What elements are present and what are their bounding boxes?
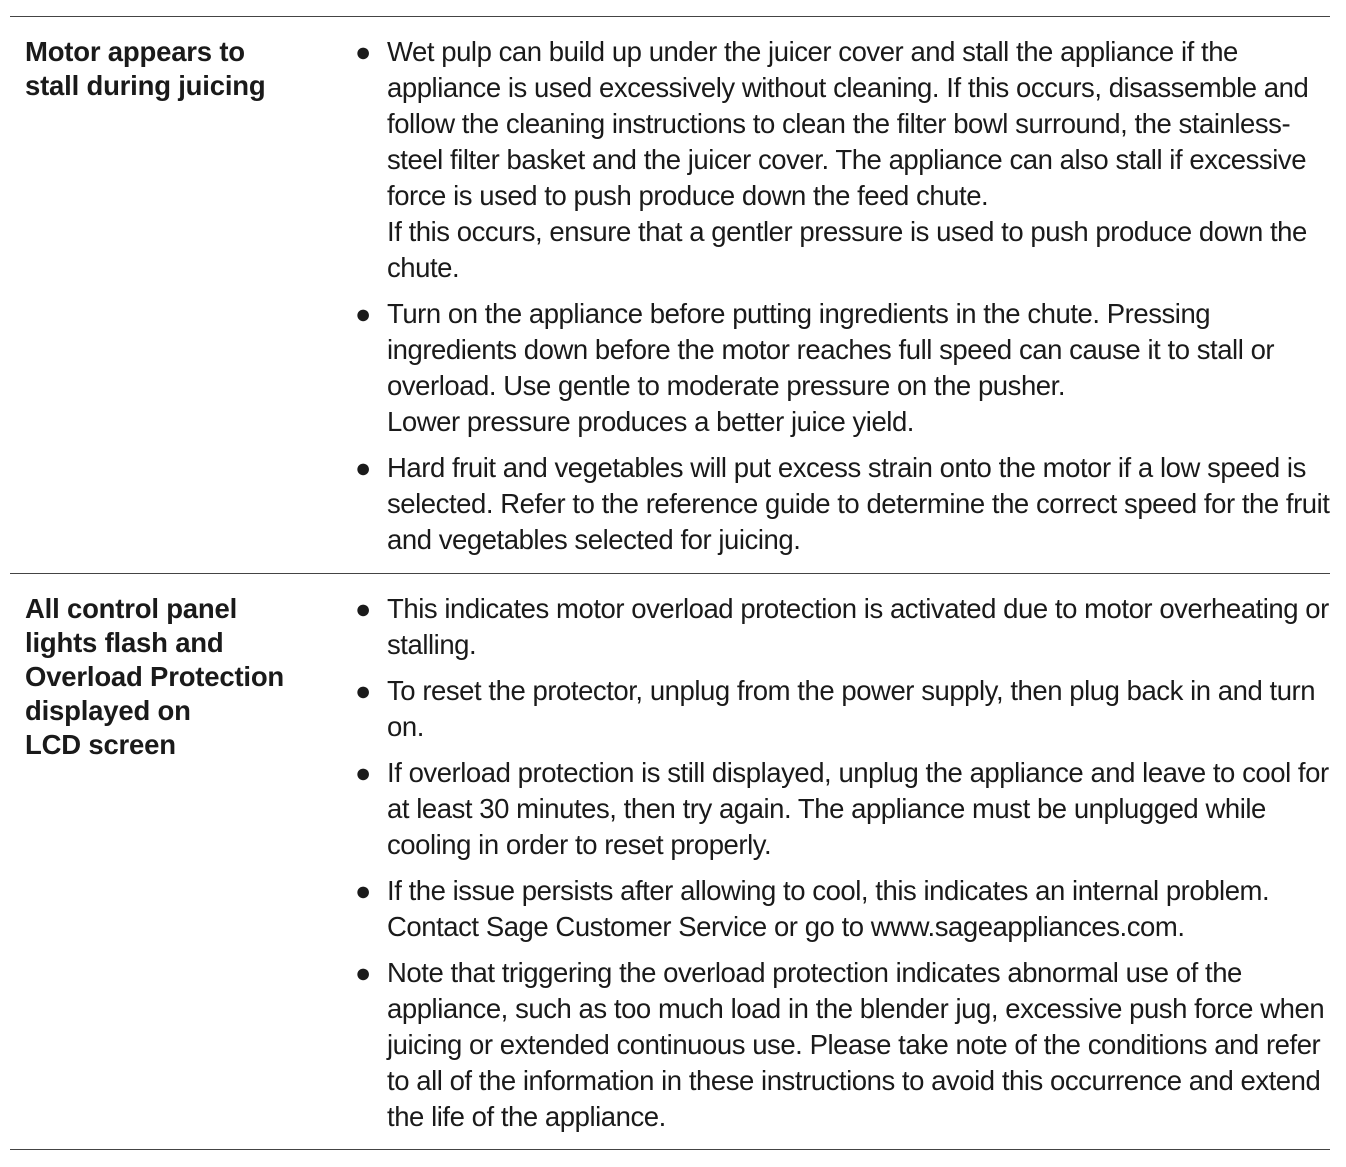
list-item — [10, 34, 1330, 286]
solution-list — [340, 17, 1330, 573]
troubleshooting-table — [10, 16, 1330, 1150]
bullet-icon: ● — [355, 958, 371, 988]
bullet-icon: ● — [355, 876, 371, 906]
bullet-icon: ● — [355, 37, 371, 67]
bullet-icon: ● — [355, 594, 371, 624]
list-item — [10, 755, 1330, 863]
bullet-icon: ● — [355, 453, 371, 483]
bullet-icon: ● — [355, 299, 371, 329]
table-row — [10, 574, 1330, 1150]
solution-text: Hard fruit and vegetables will put excess strain onto the motor if a low speed is selected. Refer to the reference guide to determine the correct speed for the fruit and vegetables selected for juicing. — [387, 452, 1330, 555]
solution-text: If the issue persists after allowing to cool, this indicates an internal problem. Contact Sage Customer Service or go to www.sageappliances.com. — [387, 875, 1270, 942]
solution-list — [340, 574, 1330, 1149]
solution-text: Turn on the appliance before putting ingredients in the chute. Pressing ingredients down before the motor reaches full speed can cause it to stall or overload. Use gentle to moderate pressure on the pusher. Lower pressure produces a better juice yield. — [387, 298, 1275, 437]
solution-text: Note that triggering the overload protection indicates abnormal use of the appliance, such as too much load in the blender jug, excessive push force when juicing or extended continuous use. Please take note of the conditions and refer to all of the information in these instructions to avoid this occurrence and extend the life of the appliance. — [387, 957, 1325, 1132]
list-item — [10, 673, 1330, 745]
bullet-icon: ● — [355, 676, 371, 706]
list-item — [10, 591, 1330, 663]
bullet-icon: ● — [355, 758, 371, 788]
list-item — [10, 873, 1330, 945]
solution-text: If overload protection is still displayed, unplug the appliance and leave to cool for at least 30 minutes, then try again. The appliance must be unplugged while cooling in order to reset properly. — [387, 757, 1329, 860]
solution-text: To reset the protector, unplug from the power supply, then plug back in and turn on. — [387, 675, 1316, 742]
problem-label: Motor appears to stall during juicing — [25, 36, 266, 101]
list-item — [10, 296, 1330, 440]
list-item — [10, 955, 1330, 1135]
problem-label: All control panel lights flash and Overload Protection displayed on LCD screen — [25, 593, 285, 760]
solution-text: Wet pulp can build up under the juicer cover and stall the appliance if the appliance is used excessively without cleaning. If this occurs, disassemble and follow the cleaning instructions to clean the filter bowl surround, the stainless-steel filter basket and the juicer cover. The appliance can also stall if excessive force is used to push produce down the feed chute. If this occurs, ensure that a gentler pressure is used to push produce down the chute. — [387, 36, 1309, 283]
table-row — [10, 17, 1330, 574]
list-item — [10, 450, 1330, 558]
solution-text: This indicates motor overload protection is activated due to motor overheating or stalling. — [387, 593, 1329, 660]
